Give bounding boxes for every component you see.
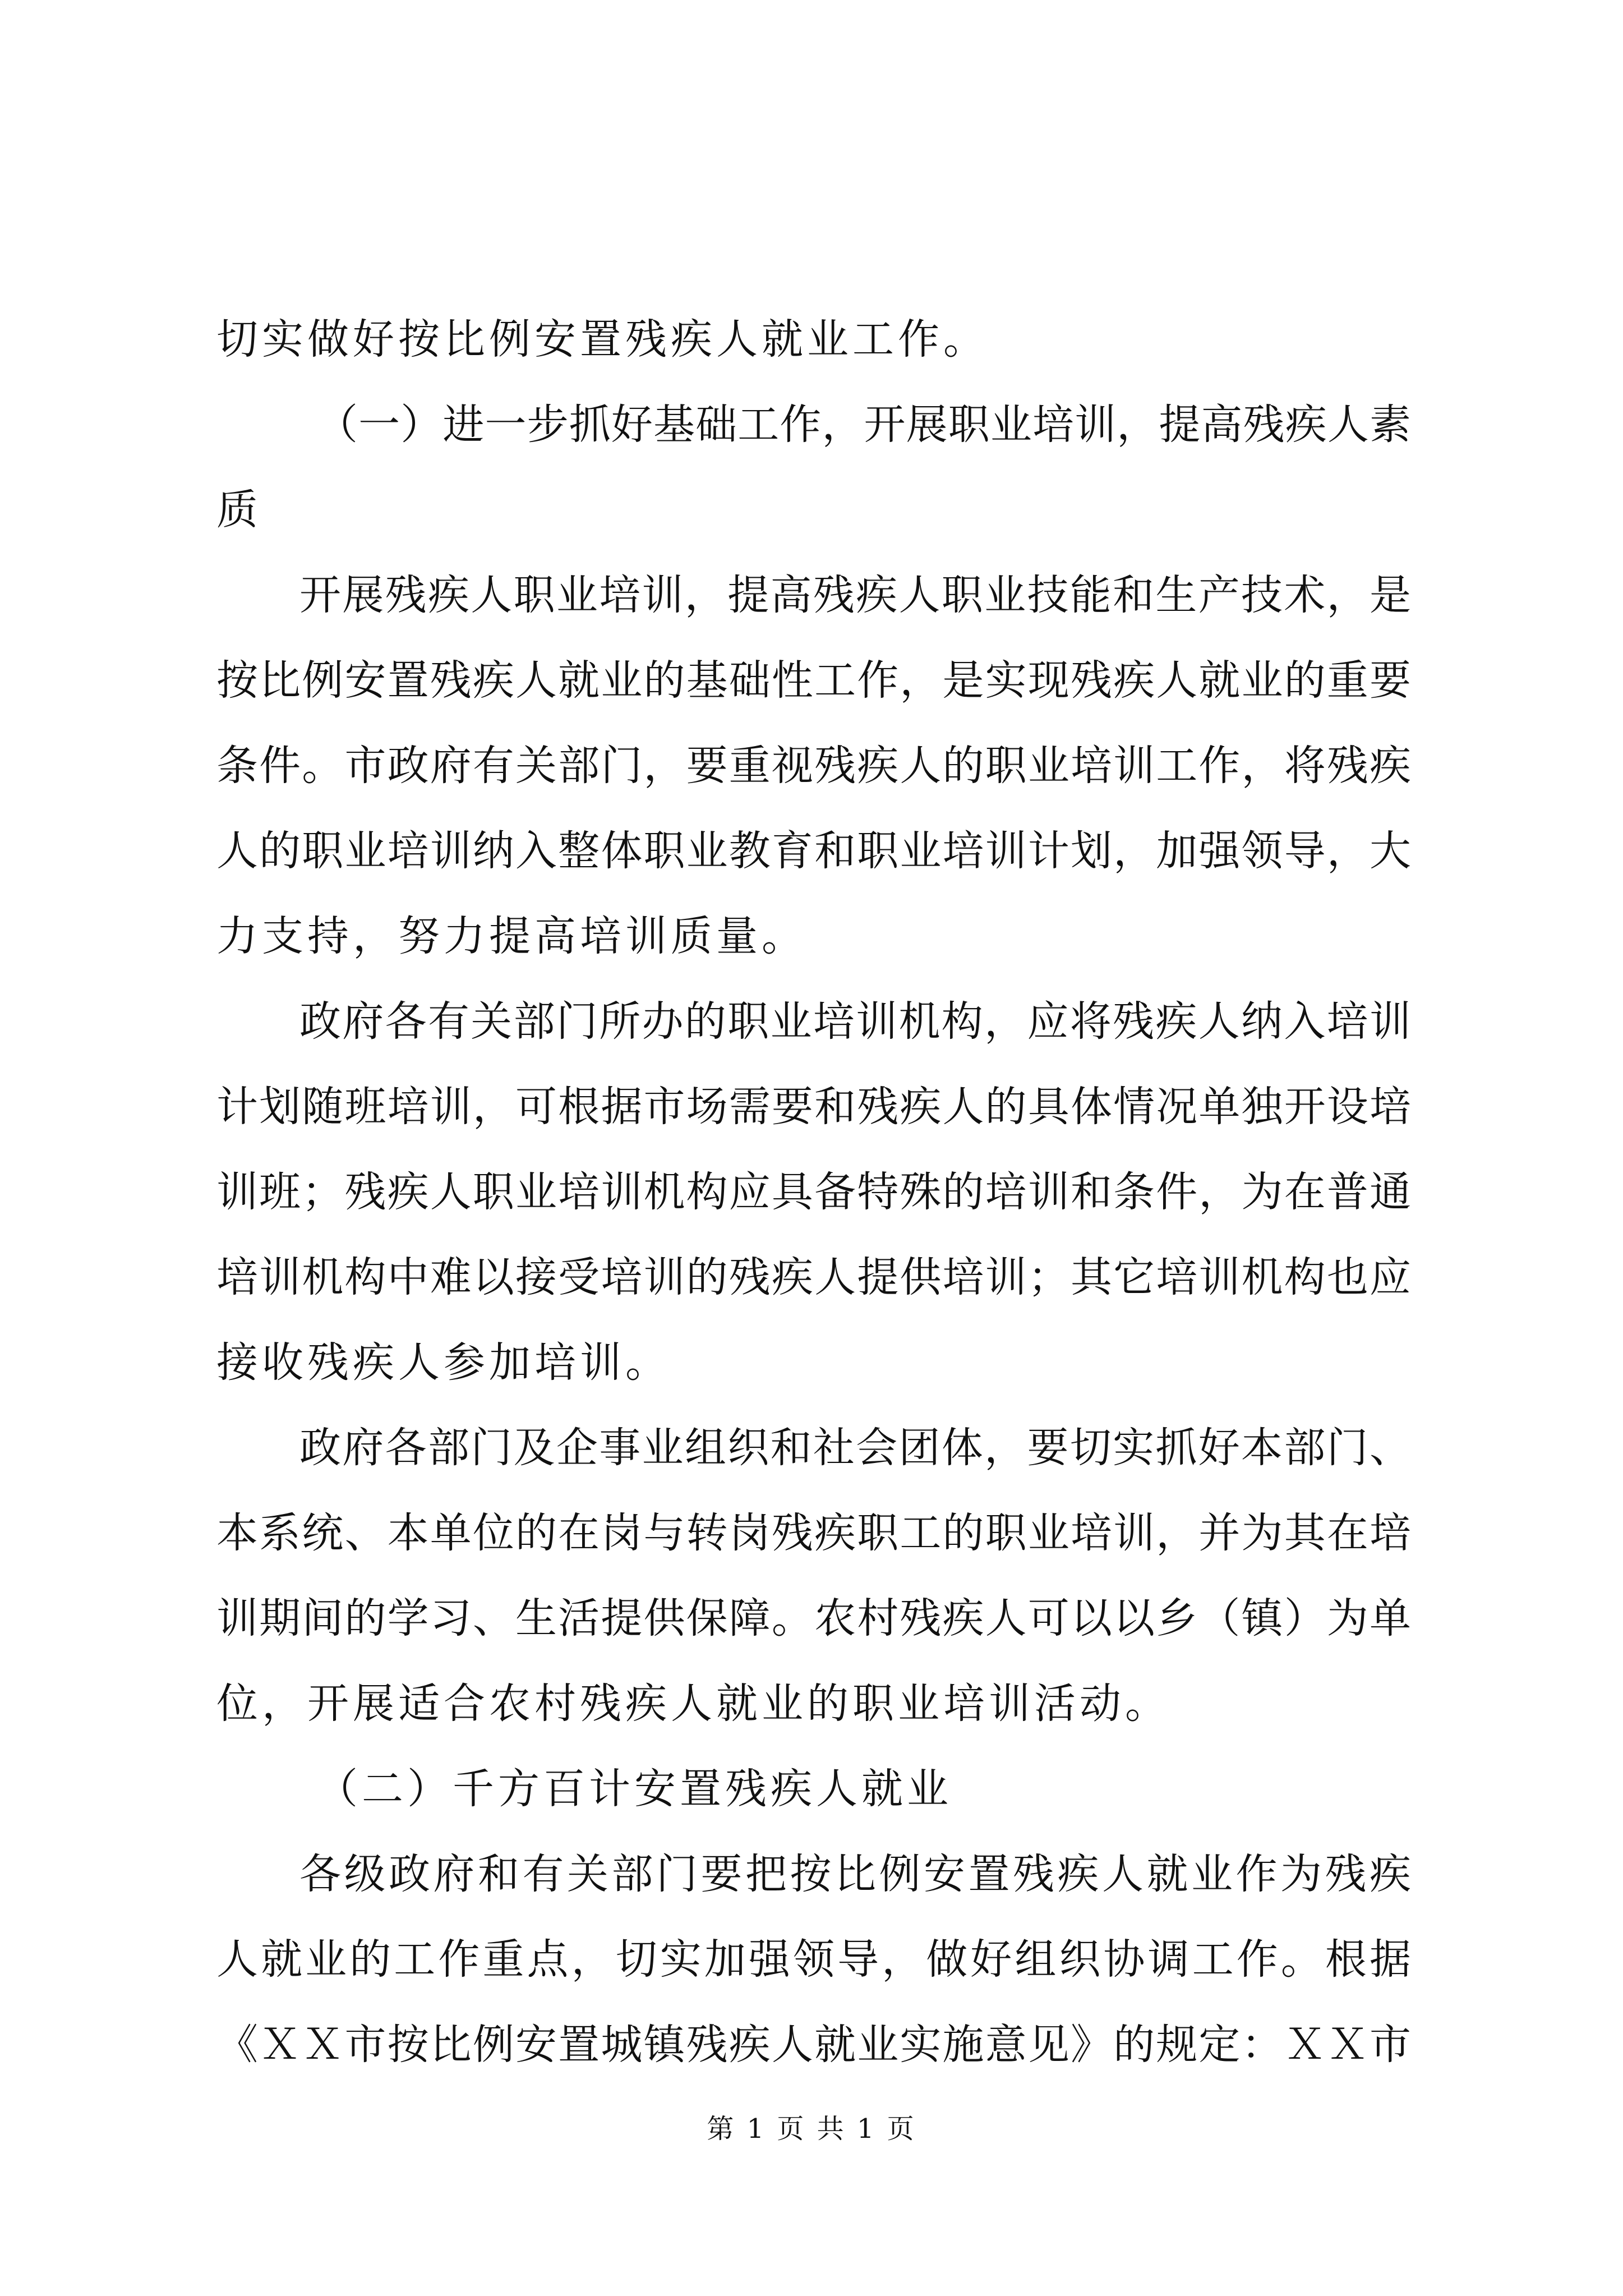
paragraph-line: 计划随班培训，可根据市场需要和残疾人的具体情况单独开设培 <box>216 1083 1411 1131</box>
paragraph-line: 人的职业培训纳入整体职业教育和职业培训计划，加强领导，大 <box>216 827 1411 875</box>
paragraph-line: 各级政府和有关部门要把按比例安置残疾人就业作为残疾 <box>299 1850 1411 1898</box>
paragraph-line: 按比例安置残疾人就业的基础性工作，是实现残疾人就业的重要 <box>216 656 1411 705</box>
paragraph-line: 政府各部门及企事业组织和社会团体，要切实抓好本部门、 <box>299 1424 1411 1472</box>
paragraph-line: 位，开展适合农村残疾人就业的职业培训活动。 <box>216 1680 1170 1728</box>
section-heading-2: （二）千方百计安置残疾人就业 <box>316 1765 952 1813</box>
paragraph-line: 《ＸＸ市按比例安置城镇残疾人就业实施意见》的规定：ＸＸ市 <box>216 2021 1411 2069</box>
paragraph-line: 训期间的学习、生活提供保障。农村残疾人可以以乡（镇）为单 <box>216 1594 1411 1642</box>
paragraph-line: 本系统、本单位的在岗与转岗残疾职工的职业培训，并为其在培 <box>216 1509 1411 1557</box>
paragraph-line: 人就业的工作重点，切实加强领导，做好组织协调工作。根据 <box>216 1935 1411 1984</box>
section-heading-1-continued: 质 <box>216 486 262 534</box>
paragraph-line: 培训机构中难以接受培训的残疾人提供培训；其它培训机构也应 <box>216 1253 1411 1301</box>
paragraph-line: 训班；残疾人职业培训机构应具备特殊的培训和条件，为在普通 <box>216 1168 1411 1216</box>
paragraph-line: 政府各有关部门所办的职业培训机构，应将残疾人纳入培训 <box>299 997 1411 1046</box>
page-number-footer: 第 1 页 共 1 页 <box>707 2113 916 2145</box>
section-heading-1: （一）进一步抓好基础工作，开展职业培训，提高残疾人素 <box>316 401 1411 449</box>
paragraph-line: 开展残疾人职业培训，提高残疾人职业技能和生产技术，是 <box>299 571 1411 619</box>
paragraph-line: 接收残疾人参加培训。 <box>216 1338 671 1387</box>
paragraph-line: 力支持，努力提高培训质量。 <box>216 912 807 960</box>
paragraph-line: 条件。市政府有关部门，要重视残疾人的职业培训工作，将残疾 <box>216 742 1411 790</box>
text-line: 切实做好按比例安置残疾人就业工作。 <box>216 315 989 364</box>
